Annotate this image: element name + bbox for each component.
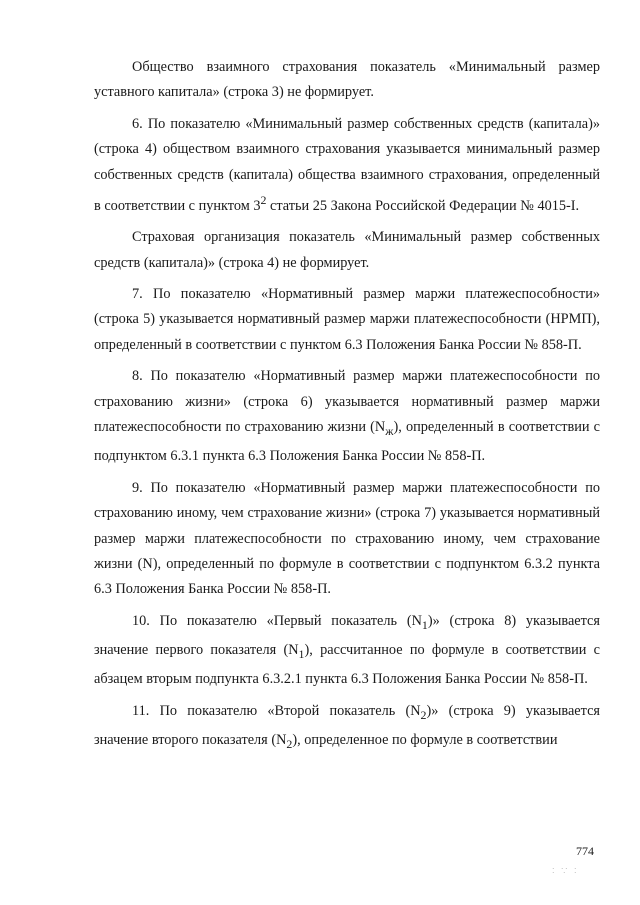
scan-mark: ∶ ∵ ∶	[552, 866, 579, 877]
paragraph-6-text: 6. По показателю «Минимальный размер собственных средств (капитала)» (строка 4) обществом взаимного страхования указывается минимальный размер собственных средств (капитала) общества взаимного страхования, определенный в соответствии с пунктом 3	[94, 115, 600, 214]
subscript-1: 1	[421, 617, 428, 632]
paragraph-9: 9. По показателю «Нормативный размер маржи платежеспособности по страхованию иному, чем страхование жизни» (строка 7) указывается нормативный размер маржи платежеспособности по страхованию иному, чем страхование жизни (N), определенный по формуле в соответствии с подпунктом 6.3.2 пункта 6.3 Положения Банка России № 858-П.	[94, 479, 600, 598]
paragraph-8	[94, 364, 600, 469]
paragraph-insurer-own-funds: Страховая организация показатель «Минимальный размер собственных средств (капитала)» (строка 4) не формирует.	[94, 229, 600, 271]
paragraph-11-text-end: ), определенное по формуле в соответствии	[292, 731, 558, 748]
superscript-2: 2	[260, 193, 267, 208]
paragraph-8-text-end: ), определенный в соответствии с подпунктом 6.3.1 пункта 6.3 Положения Банка России № 858-П.	[94, 419, 600, 465]
paragraph-6	[94, 112, 600, 219]
subscript-zh: ж	[385, 423, 394, 438]
subscript-2: 2	[420, 707, 427, 722]
body-text	[94, 55, 600, 763]
paragraph-7: 7. По показателю «Нормативный размер маржи платежеспособности» (строка 5) указывается нормативный размер маржи платежеспособности (НРМП), определенный в соответствии с пунктом 6.3 Положения Банка России № 858-П.	[94, 286, 600, 353]
paragraph-10-text-middle: )» (строка 8) указывается значение первого показателя (N	[94, 612, 600, 659]
paragraph-10	[94, 609, 600, 693]
paragraph-10-text: 10. По показателю «Первый показатель (N	[132, 612, 422, 629]
paragraph-8-text: 8. По показателю «Нормативный размер маржи платежеспособности по страхованию жизни» (строка 6) указывается нормативный размер маржи платежеспособности по страхованию жизни (N	[94, 368, 600, 436]
paragraph-11	[94, 699, 600, 758]
paragraph-mutual-insurance-capital: Общество взаимного страхования показатель «Минимальный размер уставного капитала» (строка 3) не формирует.	[94, 59, 600, 101]
subscript-2-second: 2	[286, 736, 293, 751]
paragraph-10-text-end: ), рассчитанное по формуле в соответствии с абзацем вторым подпункта 6.3.2.1 пункта 6.3 Положения Банка России № 858-П.	[94, 642, 600, 688]
paragraph-6-text-end: статьи 25 Закона Российской Федерации № 4015-I.	[266, 197, 580, 214]
subscript-1-second: 1	[298, 646, 305, 661]
paragraph-11-text: 11. По показателю «Второй показатель (N	[132, 702, 421, 719]
paragraph-11-text-middle: )» (строка 9) указывается значение второго показателя (N	[94, 702, 600, 748]
page-number: 774	[576, 844, 594, 858]
